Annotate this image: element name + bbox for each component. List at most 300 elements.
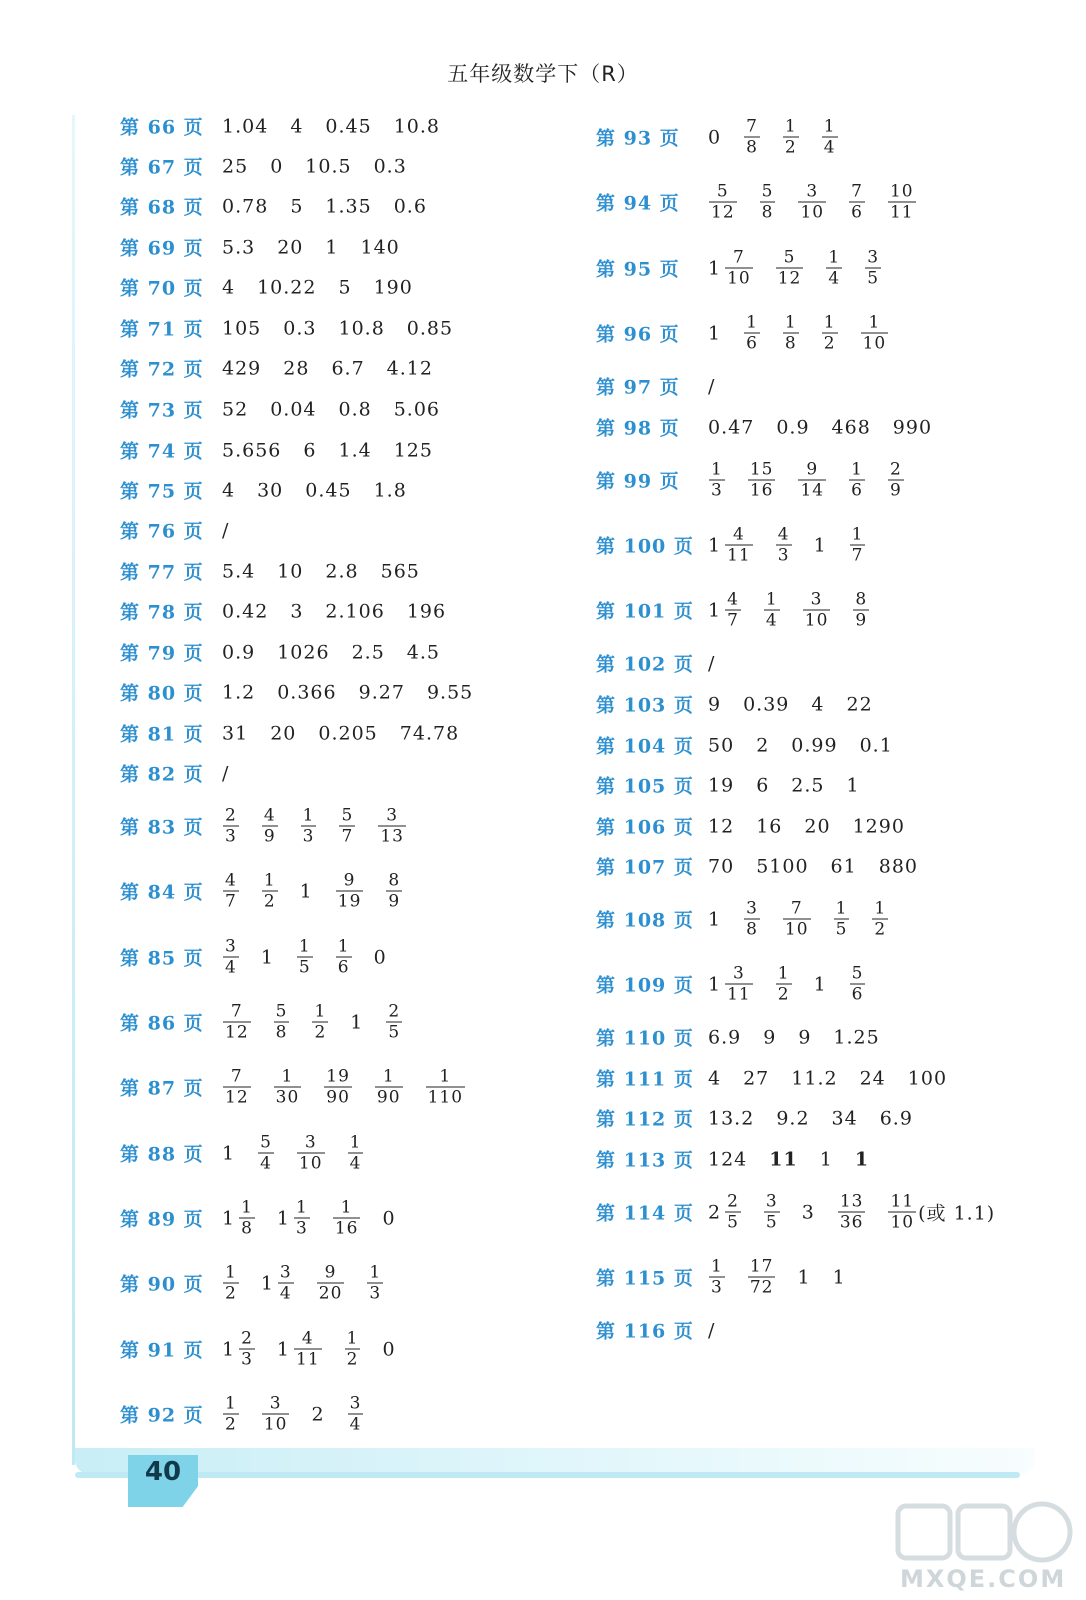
page-ref-label: 第 111 页 — [596, 1068, 694, 1091]
answer-value: 20 — [804, 815, 831, 837]
answer-value: 0 — [708, 126, 722, 148]
fraction-stack — [783, 899, 811, 940]
numerator: 1 — [868, 312, 881, 333]
answer-values — [222, 762, 251, 784]
answer-value: 0.9 — [222, 641, 256, 663]
numerator: 7 — [230, 1066, 243, 1087]
fraction — [887, 460, 904, 501]
answer-value: 5 — [338, 276, 352, 298]
fraction-stack — [274, 1002, 290, 1043]
fraction — [775, 248, 804, 289]
fraction — [257, 1133, 274, 1174]
fraction — [344, 1329, 361, 1370]
answer-value: 22 — [846, 693, 873, 715]
answer-row — [120, 153, 429, 180]
answer-row — [120, 477, 429, 504]
numerator: 17 — [749, 1256, 774, 1277]
footer-rule — [75, 1472, 1020, 1478]
page-ref-label: 第 78 页 — [120, 601, 204, 624]
answer-value: 1 — [299, 880, 313, 902]
fraction — [848, 182, 865, 223]
fraction-stack — [223, 937, 239, 978]
page-ref-label: 第 91 页 — [120, 1339, 204, 1362]
answer-value: 0.47 — [708, 416, 755, 438]
page-ref-label: 第 71 页 — [120, 318, 204, 341]
answer-row — [596, 732, 915, 759]
fraction — [374, 1067, 403, 1108]
page-ref-label: 第 103 页 — [596, 694, 694, 717]
answer-values — [708, 1192, 1017, 1233]
fraction — [261, 871, 278, 912]
denominator: 72 — [749, 1277, 774, 1298]
fraction — [222, 1263, 239, 1304]
denominator: 19 — [337, 891, 362, 912]
denominator: 3 — [296, 1218, 308, 1239]
fraction — [837, 1192, 866, 1233]
fraction — [222, 1394, 239, 1435]
answer-row — [596, 899, 910, 940]
fraction-stack — [367, 1263, 383, 1304]
answer-values — [222, 115, 462, 137]
answer-value: 0.3 — [373, 155, 407, 177]
denominator: 8 — [761, 202, 774, 223]
answer-value: 5.3 — [222, 236, 256, 258]
denominator: 2 — [314, 1022, 327, 1043]
page-ref-label: 第 89 页 — [120, 1208, 204, 1231]
answer-value: 4 — [811, 693, 825, 715]
answer-row — [120, 355, 455, 382]
numerator: 1 — [784, 116, 797, 137]
fraction — [747, 460, 776, 501]
fraction — [821, 313, 838, 354]
denominator: 2 — [823, 333, 836, 354]
answer-value: 0.1 — [859, 734, 893, 756]
whole-part: 1 — [708, 257, 722, 279]
numerator: 1 — [314, 1001, 327, 1022]
fraction-stack — [748, 1257, 776, 1298]
denominator: 11 — [727, 545, 751, 566]
fraction — [335, 871, 364, 912]
answer-value: 6.9 — [708, 1026, 742, 1048]
fraction-stack — [348, 1394, 364, 1435]
answer-value: 52 — [222, 398, 249, 420]
numerator: 3 — [269, 1393, 282, 1414]
fraction — [335, 937, 352, 978]
answer-row — [120, 396, 462, 423]
numerator: 1 — [340, 1197, 353, 1218]
answer-value: 1 — [350, 1011, 364, 1033]
denominator: 3 — [711, 480, 723, 501]
fraction — [887, 182, 916, 223]
denominator: 5 — [867, 268, 880, 289]
fraction — [747, 1257, 776, 1298]
fraction-stack — [725, 590, 741, 631]
denominator: 10 — [263, 1414, 288, 1435]
fraction — [887, 1192, 995, 1233]
denominator: 7 — [851, 545, 864, 566]
answer-value: 9.55 — [426, 681, 474, 703]
fraction-stack — [850, 525, 866, 566]
answer-value: 5.06 — [393, 398, 441, 420]
answer-row — [596, 373, 737, 400]
answer-values — [708, 1026, 902, 1048]
answer-row — [596, 1257, 868, 1298]
answer-row — [596, 117, 860, 158]
numerator: 7 — [851, 181, 863, 202]
answer-value: 1 — [797, 1266, 811, 1288]
page-ref-label: 第 69 页 — [120, 237, 204, 260]
denominator: 36 — [839, 1212, 864, 1233]
answer-row — [120, 871, 424, 912]
numerator: 1 — [711, 1256, 723, 1277]
numerator: 1 — [369, 1262, 382, 1283]
fraction-stack — [748, 460, 776, 501]
numerator: 3 — [386, 805, 399, 826]
numerator: 5 — [341, 805, 354, 826]
answer-value: 125 — [393, 439, 433, 461]
fraction-stack — [294, 1329, 322, 1370]
answer-values — [708, 693, 895, 715]
answer-value: 1.25 — [833, 1026, 880, 1048]
fraction-stack — [725, 1192, 741, 1233]
answer-row — [596, 1024, 902, 1051]
numerator: 2 — [388, 1001, 401, 1022]
denominator: 30 — [275, 1087, 300, 1108]
denominator: 8 — [275, 1022, 288, 1043]
denominator: 12 — [777, 268, 802, 289]
mixed-number — [708, 590, 741, 631]
page-ref-label: 第 81 页 — [120, 723, 204, 746]
answer-row — [120, 720, 481, 747]
answer-value: 0.366 — [277, 681, 337, 703]
fraction — [377, 806, 406, 847]
fraction — [222, 1002, 251, 1043]
answer-value: 1026 — [277, 641, 330, 663]
watermark-text: MXQE.COM — [900, 1565, 1067, 1593]
answer-values — [222, 1263, 405, 1304]
answer-value: 9.2 — [776, 1107, 810, 1129]
answer-value: 6 — [303, 439, 317, 461]
denominator: 11 — [296, 1349, 320, 1370]
answer-value: 0.39 — [743, 693, 790, 715]
answer-values — [222, 1002, 424, 1043]
numerator: 1 — [349, 1132, 362, 1153]
numerator: 3 — [349, 1393, 362, 1414]
numerator: 8 — [388, 870, 401, 891]
numerator: 3 — [225, 936, 237, 957]
answer-value: 0.6 — [393, 195, 427, 217]
fraction-stack — [262, 1394, 290, 1435]
answer-row — [120, 113, 462, 140]
answer-value: 24 — [859, 1067, 886, 1089]
numerator: 1 — [225, 1262, 237, 1283]
numerator: 7 — [790, 898, 803, 919]
fraction — [775, 964, 792, 1005]
page-ref-label: 第 82 页 — [120, 763, 204, 786]
numerator: 3 — [867, 247, 880, 268]
page-ref-label: 第 85 页 — [120, 947, 204, 970]
numerator: 1 — [337, 936, 350, 957]
denominator: 8 — [241, 1218, 253, 1239]
answer-value: 2 — [756, 734, 770, 756]
answer-value: 20 — [270, 722, 297, 744]
numerator: 9 — [324, 1262, 337, 1283]
answer-value: 0 — [373, 946, 387, 968]
fraction-stack — [776, 248, 804, 289]
whole-part: 1 — [708, 534, 722, 556]
answer-value: 1.04 — [222, 115, 269, 137]
denominator: 4 — [260, 1153, 272, 1174]
fraction — [743, 899, 760, 940]
answer-value: 0 — [382, 1207, 396, 1229]
numerator: 9 — [343, 870, 356, 891]
answer-value: 6.9 — [879, 1107, 913, 1129]
denominator: 3 — [241, 1349, 253, 1370]
answer-values — [222, 155, 429, 177]
fraction-stack — [297, 1133, 325, 1174]
answer-value: 100 — [907, 1067, 948, 1089]
fraction-stack — [262, 871, 278, 912]
whole-part: 2 — [708, 1201, 722, 1223]
numerator: 15 — [749, 459, 774, 480]
fraction — [385, 871, 402, 912]
answer-value: 10.8 — [393, 115, 441, 137]
fraction — [261, 806, 278, 847]
page-ref-label: 第 83 页 — [120, 816, 204, 839]
page-ref-label: 第 98 页 — [596, 417, 680, 440]
numerator: 1 — [777, 963, 790, 984]
fraction — [802, 590, 831, 631]
denominator: 4 — [279, 1283, 292, 1304]
page-ref-label: 第 73 页 — [120, 399, 204, 422]
answer-values — [222, 1329, 418, 1370]
numerator: 1 — [784, 312, 797, 333]
denominator: 10 — [800, 202, 825, 223]
answer-row — [120, 806, 428, 847]
denominator: 10 — [890, 1212, 915, 1233]
page-ref-label: 第 104 页 — [596, 735, 694, 758]
answer-values — [708, 899, 910, 940]
numerator: 1 — [765, 589, 778, 610]
answer-value: 28 — [283, 357, 310, 379]
numerator: 3 — [810, 589, 823, 610]
page-ref-label: 第 80 页 — [120, 682, 204, 705]
fraction-stack — [725, 525, 753, 566]
answer-row — [596, 1146, 891, 1173]
mixed-number — [708, 248, 753, 289]
answer-value: 6 — [756, 774, 770, 796]
denominator: 7 — [341, 826, 354, 847]
numerator: 5 — [275, 1001, 288, 1022]
answer-values — [222, 806, 428, 847]
fraction-stack — [764, 1192, 780, 1233]
answer-value: 0.04 — [270, 398, 317, 420]
whole-part: 1 — [222, 1207, 236, 1229]
answer-values — [222, 479, 429, 501]
numerator: 3 — [806, 181, 819, 202]
answer-values — [222, 195, 449, 217]
answer-value: 5.4 — [222, 560, 256, 582]
answer-values — [222, 357, 455, 379]
fraction-stack — [776, 525, 792, 566]
denominator: 3 — [369, 1283, 382, 1304]
answer-row — [120, 234, 422, 261]
page-ref-label: 第 93 页 — [596, 127, 680, 150]
fraction-stack — [776, 964, 792, 1005]
answer-row — [120, 937, 409, 978]
answer-values — [708, 416, 954, 438]
page-ref-label: 第 75 页 — [120, 480, 204, 503]
fraction-stack — [834, 899, 850, 940]
page-number: 40 — [144, 1457, 182, 1487]
numerator: 1 — [828, 247, 841, 268]
fraction — [849, 964, 866, 1005]
answer-value: / — [708, 652, 716, 674]
numerator: 1 — [746, 312, 758, 333]
answer-value: 1.35 — [325, 195, 372, 217]
fraction-stack — [345, 1329, 361, 1370]
answer-value: 6.7 — [331, 357, 365, 379]
denominator: 20 — [318, 1283, 343, 1304]
answer-value: 10 — [277, 560, 304, 582]
numerator: 1 — [281, 1066, 294, 1087]
denominator: 4 — [225, 957, 237, 978]
fraction-stack — [803, 590, 831, 631]
fraction-stack — [853, 590, 869, 631]
numerator: 11 — [890, 1191, 915, 1212]
fraction-stack — [386, 1002, 402, 1043]
fraction — [300, 806, 317, 847]
denominator: 9 — [388, 891, 401, 912]
numerator: 9 — [806, 459, 819, 480]
numerator: 2 — [225, 805, 237, 826]
answer-row — [120, 558, 442, 585]
denominator: 11 — [727, 984, 751, 1005]
denominator: 5 — [765, 1212, 778, 1233]
answer-values — [222, 519, 251, 541]
denominator: 2 — [777, 984, 790, 1005]
fraction — [775, 525, 792, 566]
fraction — [743, 313, 760, 354]
fraction-stack — [378, 806, 406, 847]
answer-value: 0.85 — [406, 317, 454, 339]
answer-value: 5100 — [756, 855, 809, 877]
answer-value: / — [708, 1319, 716, 1341]
fraction-stack — [336, 937, 352, 978]
answer-values — [222, 1067, 487, 1108]
answer-row — [596, 853, 940, 880]
denominator: 4 — [828, 268, 841, 289]
answer-value: 1.8 — [373, 479, 407, 501]
fraction — [222, 806, 239, 847]
answer-row — [120, 598, 468, 625]
fraction — [849, 525, 866, 566]
denominator: 2 — [346, 1349, 359, 1370]
answer-row — [120, 1329, 418, 1370]
answer-value: 9.27 — [358, 681, 405, 703]
fraction — [821, 117, 838, 158]
denominator: 10 — [298, 1153, 323, 1174]
answer-row — [596, 182, 938, 223]
answer-values — [222, 1394, 385, 1435]
numerator: 3 — [304, 1132, 317, 1153]
answer-value: 5 — [290, 195, 304, 217]
mixed-number — [277, 1329, 322, 1370]
page-ref-label: 第 95 页 — [596, 258, 680, 281]
page-ref-label: 第 66 页 — [120, 116, 204, 139]
answer-values — [708, 1107, 935, 1129]
page-ref-label: 第 116 页 — [596, 1320, 694, 1343]
page-ref-label: 第 110 页 — [596, 1027, 694, 1050]
fraction — [763, 1192, 780, 1233]
denominator: 9 — [263, 826, 276, 847]
fraction — [347, 1394, 364, 1435]
page-ref-label: 第 84 页 — [120, 881, 204, 904]
fraction-stack — [838, 1192, 866, 1233]
fraction-stack — [822, 117, 838, 158]
page-ref-label: 第 102 页 — [596, 653, 694, 676]
mixed-number — [222, 1198, 255, 1239]
fraction — [347, 1133, 364, 1174]
fraction-stack — [333, 1198, 361, 1239]
answer-values — [222, 398, 462, 420]
answer-values — [222, 641, 462, 663]
numerator: 10 — [889, 181, 914, 202]
answer-row — [596, 964, 887, 1005]
numerator: 3 — [733, 963, 745, 984]
answer-values — [222, 317, 475, 339]
denominator: 4 — [349, 1153, 362, 1174]
answer-value: 1 — [708, 908, 722, 930]
page-ref-label: 第 76 页 — [120, 520, 204, 543]
fraction-stack — [324, 1067, 352, 1108]
page-ref-label: 第 107 页 — [596, 856, 694, 879]
denominator: 3 — [711, 1277, 723, 1298]
fraction — [782, 313, 799, 354]
answer-values — [708, 248, 903, 289]
fraction — [708, 460, 725, 501]
answer-value: 4.5 — [406, 641, 441, 663]
fraction-stack — [317, 1263, 345, 1304]
answer-value: 4.12 — [386, 357, 433, 379]
fraction-stack — [709, 460, 725, 501]
answer-value: 1 — [708, 322, 722, 344]
fraction — [743, 117, 760, 158]
denominator: 6 — [851, 480, 863, 501]
fraction-stack — [888, 1192, 916, 1233]
answer-values — [708, 117, 860, 158]
answer-value: 1 — [854, 1148, 870, 1170]
page-ref-label: 第 77 页 — [120, 561, 204, 584]
fraction — [782, 899, 811, 940]
answer-row — [120, 1133, 385, 1174]
numerator: 1 — [874, 898, 887, 919]
fraction-stack — [850, 964, 866, 1005]
answer-row — [596, 1105, 935, 1132]
fraction-stack — [798, 460, 826, 501]
mixed-number — [708, 964, 753, 1005]
answer-values — [708, 815, 927, 837]
fraction — [708, 1257, 725, 1298]
answer-row — [596, 248, 903, 289]
fraction-stack — [709, 1257, 725, 1298]
page-ref-label: 第 114 页 — [596, 1202, 694, 1225]
answer-value: 0.3 — [283, 317, 317, 339]
mixed-number — [261, 1263, 294, 1304]
fraction — [366, 1263, 383, 1304]
answer-values — [708, 964, 887, 1005]
answer-value: 4 — [222, 479, 236, 501]
